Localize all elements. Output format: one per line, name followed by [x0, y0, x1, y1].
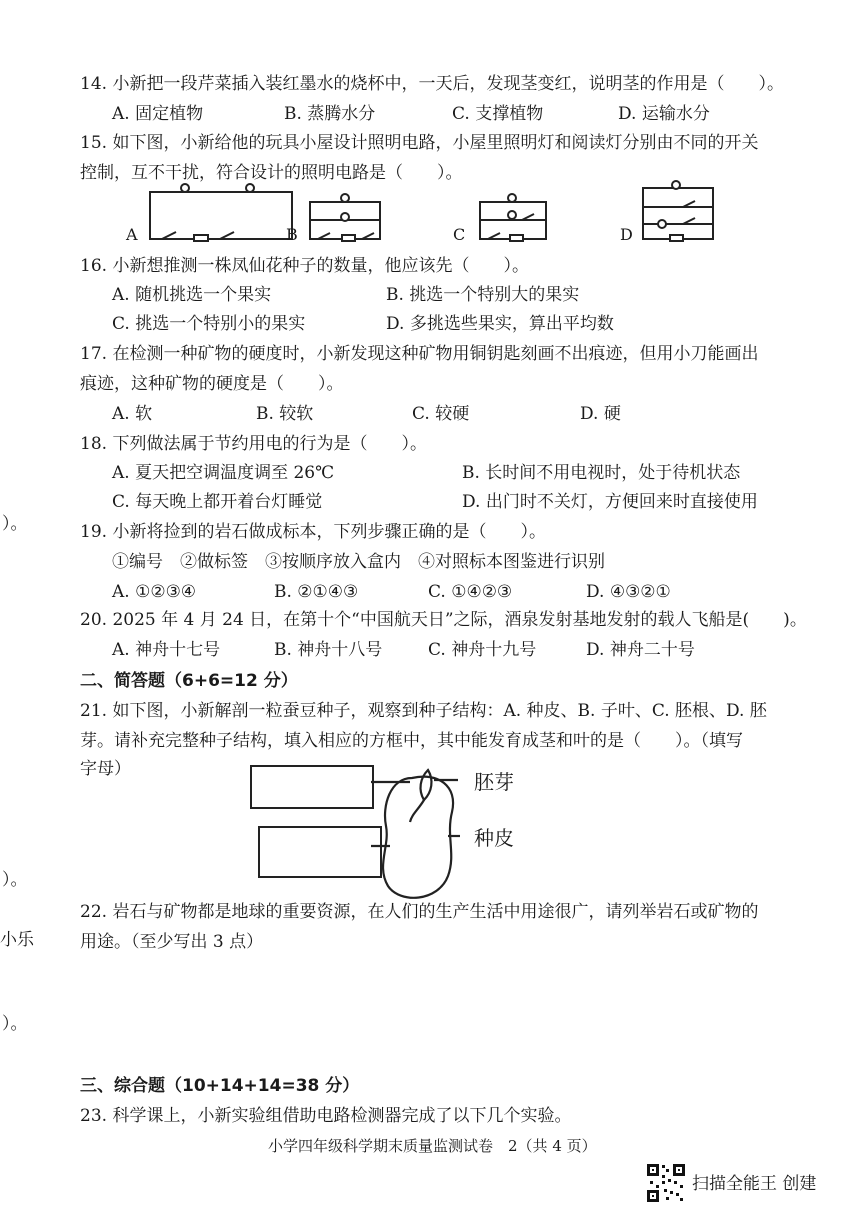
- question-20-stem: 20. 2025 年 4 月 24 日，在第十个“中国航天日”之际，酒泉发射基地发射的载人飞船是( )。: [80, 610, 807, 630]
- q18-option-a: A. 夏天把空调温度调至 26℃: [112, 463, 335, 483]
- q17-option-d: D. 硬: [580, 404, 621, 424]
- q20-option-c: C. 神舟十九号: [428, 640, 537, 660]
- question-17-stem: 17. 在检测一种矿物的硬度时，小新发现这种矿物用铜钥匙刻画不出痕迹，但用小刀能画出: [80, 344, 759, 364]
- margin-fragment: 小乐: [0, 930, 34, 950]
- q18-option-b: B. 长时间不用电视时，处于待机状态: [462, 463, 741, 483]
- question-22-stem: 22. 岩石与矿物都是地球的重要资源，在人们的生产生活中用途很广，请列举岩石或矿物的: [80, 902, 759, 922]
- q16-option-c: C. 挑选一个特别小的果实: [112, 314, 306, 334]
- q17-option-b: B. 较软: [256, 404, 314, 424]
- q14-option-c: C. 支撑植物: [452, 104, 544, 124]
- question-14-stem: 14. 小新把一段芹菜插入装红墨水的烧杯中，一天后，发现茎变红，说明茎的作用是（ ）。: [80, 74, 784, 94]
- q19-option-a: A. ①②③④: [112, 582, 197, 602]
- page-footer: 小学四年级科学期末质量监测试卷 2（共 4 页）: [268, 1137, 597, 1155]
- question-15-stem: 15. 如下图，小新给他的玩具小屋设计照明电路，小屋里照明灯和阅读灯分别由不同的开关: [80, 133, 759, 153]
- margin-fragment: ）。: [2, 514, 28, 534]
- q20-option-d: D. 神舟二十号: [586, 640, 695, 660]
- q18-option-c: C. 每天晚上都开着台灯睡觉: [112, 492, 323, 512]
- q19-steps: ①编号 ②做标签 ③按顺序放入盒内 ④对照标本图鉴进行识别: [112, 552, 605, 572]
- q14-option-b: B. 蒸腾水分: [284, 104, 376, 124]
- broad-bean-seed-diagram: [368, 756, 478, 906]
- circuit-label-b: B: [286, 225, 298, 244]
- question-22-stem-cont: 用途。（至少写出 3 点）: [80, 932, 264, 952]
- circuit-d: [643, 181, 713, 241]
- question-23-stem: 23. 科学课上，小新实验组借助电路检测器完成了以下几个实验。: [80, 1106, 572, 1126]
- q19-option-d: D. ④③②①: [586, 582, 671, 602]
- question-21-stem: 21. 如下图，小新解剖一粒蚕豆种子，观察到种子结构：A. 种皮、B. 子叶、C. 胚根、D. 胚: [80, 701, 767, 721]
- circuit-b: [310, 194, 380, 241]
- circuit-c: [480, 194, 546, 241]
- q14-option-a: A. 固定植物: [112, 104, 204, 124]
- circuit-label-a: A: [126, 225, 138, 244]
- margin-fragment: ）。: [2, 870, 28, 890]
- q19-option-b: B. ②①④③: [274, 582, 359, 602]
- q19-option-c: C. ①④②③: [428, 582, 513, 602]
- question-16-stem: 16. 小新想推测一株凤仙花种子的数量，他应该先（ ）。: [80, 256, 529, 276]
- q14-option-d: D. 运输水分: [618, 104, 710, 124]
- q16-option-d: D. 多挑选些果实，算出平均数: [386, 314, 614, 334]
- question-21-stem-cont2: 字母）: [80, 759, 131, 779]
- question-19-stem: 19. 小新将捡到的岩石做成标本，下列步骤正确的是（ ）。: [80, 522, 546, 542]
- label-seed-coat: 种皮: [474, 826, 514, 850]
- q18-option-d: D. 出门时不关灯，方便回来时直接使用: [462, 492, 758, 512]
- section-3-heading: 三、综合题（10+14+14=38 分）: [80, 1076, 360, 1096]
- q20-option-b: B. 神舟十八号: [274, 640, 383, 660]
- qr-code-icon: [646, 1163, 686, 1203]
- margin-fragment: ）。: [2, 1014, 28, 1034]
- q20-option-a: A. 神舟十七号: [112, 640, 221, 660]
- seed-answer-box-lower[interactable]: [258, 826, 382, 878]
- section-2-heading: 二、简答题（6+6=12 分）: [80, 671, 298, 691]
- question-18-stem: 18. 下列做法属于节约用电的行为是（ ）。: [80, 434, 427, 454]
- question-15-stem-cont: 控制，互不干扰，符合设计的照明电路是（ ）。: [80, 163, 463, 183]
- circuit-label-c: C: [453, 225, 466, 244]
- q17-option-a: A. 软: [112, 404, 153, 424]
- question-21-stem-cont: 芽。请补充完整种子结构，填入相应的方框中，其中能发育成茎和叶的是（ ）。（填写: [80, 731, 743, 751]
- circuit-label-d: D: [620, 225, 633, 244]
- scanner-watermark: 扫描全能王 创建: [692, 1174, 817, 1194]
- q16-option-a: A. 随机挑选一个果实: [112, 285, 272, 305]
- label-plumule: 胚芽: [474, 770, 514, 794]
- seed-answer-box-upper[interactable]: [250, 765, 374, 809]
- q16-option-b: B. 挑选一个特别大的果实: [386, 285, 580, 305]
- q17-option-c: C. 较硬: [412, 404, 470, 424]
- circuit-a: [150, 184, 292, 241]
- q15-circuit-diagrams: [110, 180, 730, 250]
- question-17-stem-cont: 痕迹，这种矿物的硬度是（ ）。: [80, 374, 344, 394]
